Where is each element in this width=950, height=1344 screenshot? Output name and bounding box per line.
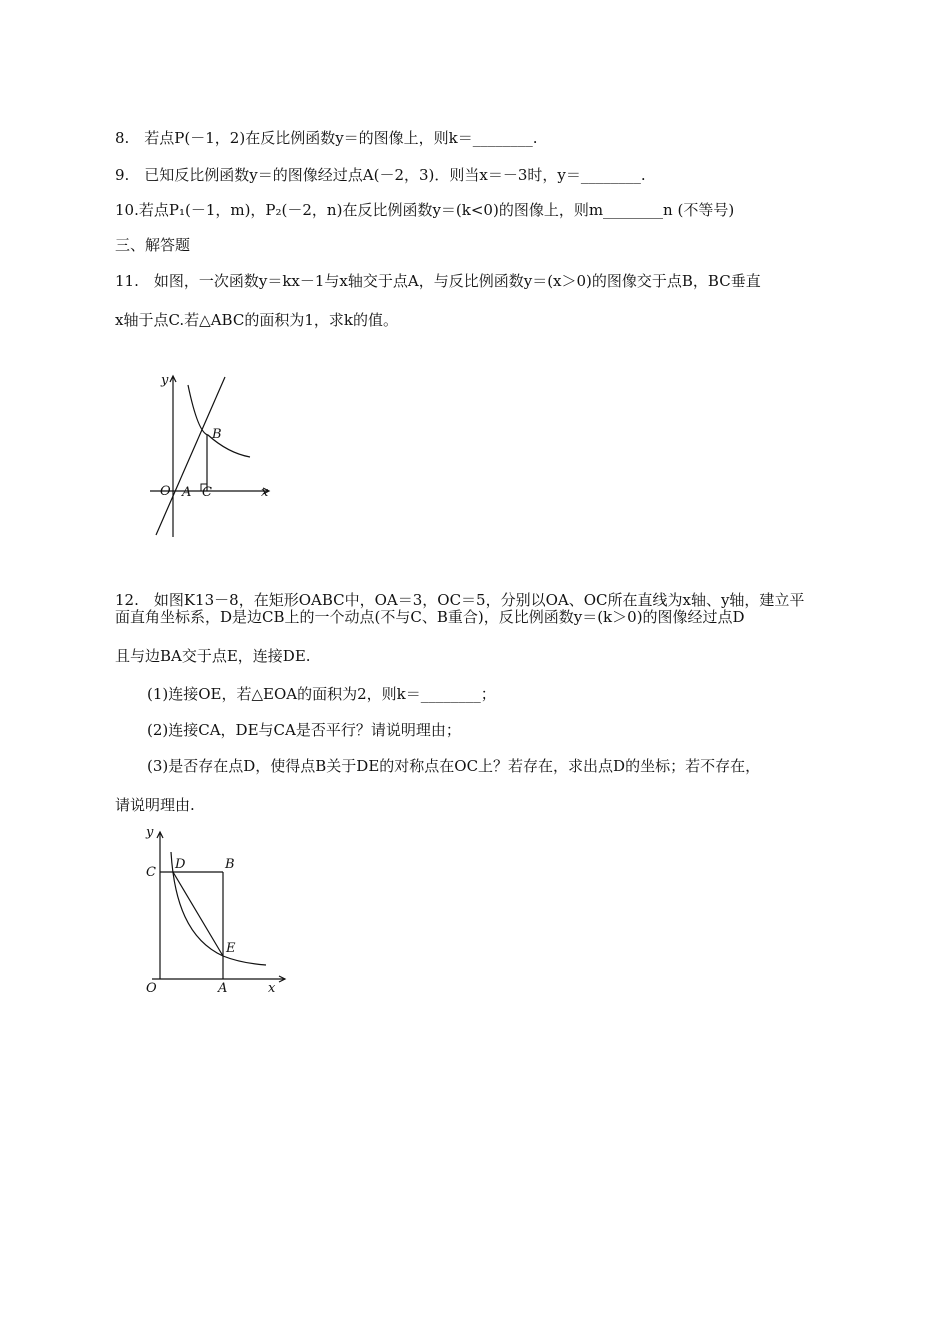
label-a: A (218, 981, 228, 996)
hyperbola-curve (188, 385, 250, 457)
label-d: D (175, 857, 186, 872)
label-a: A (182, 485, 192, 500)
label-o: O (146, 981, 157, 996)
label-y: y (146, 825, 154, 840)
question-12-line-1: 12. 如图K13－8，在矩形OABC中，OA＝3，OC＝5，分别以OA、OC所在直线为x轴、y轴，建立平 (115, 591, 805, 609)
question-11-line-1: 11. 如图，一次函数y＝kx－1与x轴交于点A，与反比例函数y＝(x＞0)的图像交于点B，BC垂直 (115, 272, 761, 290)
label-e: E (226, 941, 236, 956)
figure-rectangle-oabc (140, 822, 290, 1002)
label-c: C (202, 485, 212, 500)
label-c: C (146, 865, 156, 880)
label-o: O (160, 484, 171, 499)
question-12-part-3-cont: 请说明理由. (115, 796, 195, 814)
label-b: B (212, 427, 222, 442)
question-11-line-2: x轴于点C.若△ABC的面积为1，求k的值。 (115, 311, 398, 329)
segment-de (173, 872, 223, 956)
label-b: B (225, 857, 235, 872)
question-12-part-2: (2)连接CA，DE与CA是否平行？请说明理由； (147, 721, 461, 739)
figure-linear-and-inverse (140, 365, 280, 545)
question-9: 9. 已知反比例函数y＝的图像经过点A(－2，3)．则当x＝－3时，y＝________. (115, 166, 646, 184)
question-12-part-1: (1)连接OE，若△EOA的面积为2，则k＝________； (147, 685, 496, 703)
question-12-line-3: 且与边BA交于点E，连接DE. (115, 647, 311, 665)
label-y: y (161, 373, 169, 388)
question-8: 8. 若点P(－1，2)在反比例函数y＝的图像上，则k＝________. (115, 129, 538, 147)
label-x: x (268, 981, 276, 996)
section-title: 三、解答题 (115, 236, 191, 254)
linear-function-line (156, 377, 225, 535)
question-10: 10.若点P₁(－1，m)，P₂(－2，n)在反比例函数y＝(k<0)的图像上，则m________n (不等号) (115, 201, 735, 219)
question-12-part-3: (3)是否存在点D，使得点B关于DE的对称点在OC上？若存在，求出点D的坐标；若不存在， (147, 757, 761, 775)
label-x: x (261, 485, 269, 500)
question-12-line-2: 面直角坐标系，D是边CB上的一个动点(不与C、B重合)，反比例函数y＝(k＞0)的图像经过点D (115, 608, 745, 626)
